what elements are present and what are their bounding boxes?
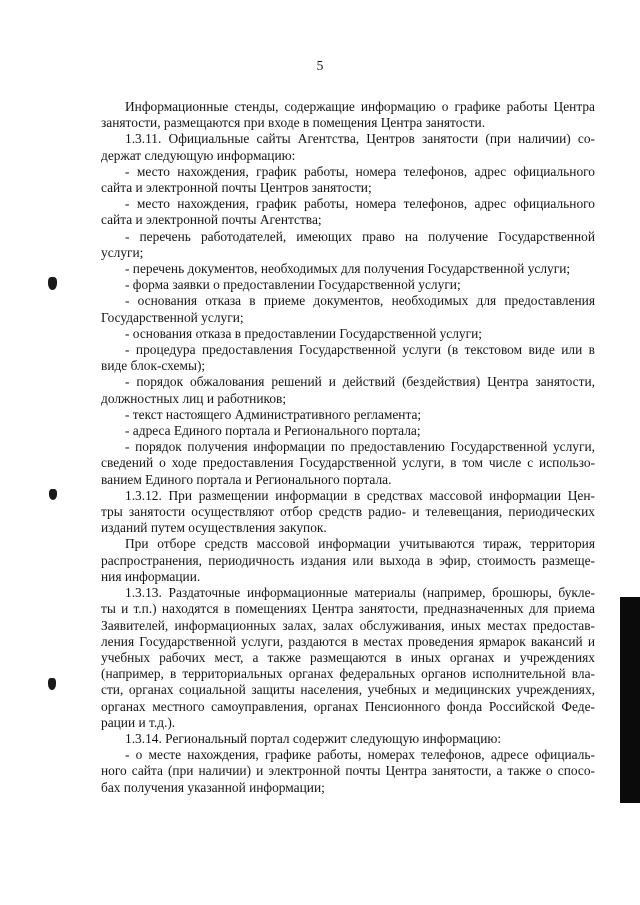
text-line: - текст настоящего Административного регламента; xyxy=(125,406,422,422)
text-line: 1.3.14. Региональный портал содержит следующую информацию: xyxy=(125,730,502,746)
text-line: распространения, периодичность издания или выхода в эфир, стоимость размеще- xyxy=(101,552,595,568)
text-line: занятости, размещаются при входе в помещения Центра занятости. xyxy=(101,115,486,131)
binder-hole-mark xyxy=(48,678,56,690)
text-line: ления Государственной услуги, раздаются в местах проведения ярмарок вакансий и xyxy=(101,633,595,649)
text-line: - основания отказа в предоставлении Государственной услуги; xyxy=(125,325,483,341)
text-line: виде блок-схемы); xyxy=(101,358,206,374)
text-line: 1.3.13. Раздаточные информационные материалы (например, брошюры, букле- xyxy=(125,585,595,601)
text-line: - форма заявки о предоставлении Государственной услуги; xyxy=(125,277,461,293)
page-number: 5 xyxy=(316,58,324,73)
text-line: изданий путем осуществления закупок. xyxy=(101,520,327,536)
text-line: - перечень документов, необходимых для получения Государственной услуги; xyxy=(125,261,571,277)
text-line: Заявителей, информационных залах, залах обслуживания, иных местах предостав- xyxy=(101,617,595,633)
text-line: ного сайта (при наличии) и электронной почты Центра занятости, а также о спосо- xyxy=(101,763,595,779)
text-line: (например, в территориальных органах федеральных органов исполнительной вла- xyxy=(101,666,595,682)
text-line: сти, органах социальной защиты населения, учебных и медицинских учреждениях, xyxy=(101,682,595,698)
text-line: тры занятости осуществляют отбор средств радио- и телевещания, периодических xyxy=(101,504,595,520)
text-line: бах получения указанной информации; xyxy=(101,779,325,795)
text-line: Информационные стенды, содержащие информацию о графике работы Центра xyxy=(125,99,595,114)
text-line: рации и т.д.). xyxy=(101,714,176,730)
binder-hole-mark xyxy=(49,489,57,500)
text-line: - перечень работодателей, имеющих право на получение Государственной xyxy=(125,228,595,244)
text-line: сведений о ходе предоставления Государственной услуги, в том числе с использо- xyxy=(101,455,595,471)
text-line: - основания отказа в приеме документов, необходимых для предоставления xyxy=(125,293,595,309)
text-line: ния информации. xyxy=(101,568,201,584)
text-line: органах местного самоуправления, органах Пенсионного фонда Российской Феде- xyxy=(101,698,595,714)
text-line: держат следующую информацию: xyxy=(101,147,296,163)
text-line: учебных рабочих мест, а также размещаются в иных органах и учреждениях xyxy=(101,649,595,665)
scan-edge-shadow xyxy=(620,597,640,803)
text-line: услуги; xyxy=(101,244,144,260)
text-line: Государственной услуги; xyxy=(101,309,244,325)
text-line: При отборе средств массовой информации учитываются тираж, территория xyxy=(125,536,595,552)
text-line: - место нахождения, график работы, номера телефонов, адрес официального xyxy=(125,163,595,179)
text-line: ванием Единого портала и Регионального портала. xyxy=(101,471,392,487)
text-line: - порядок обжалования решений и действий (бездействия) Центра занятости, xyxy=(125,374,595,390)
text-line: 1.3.12. При размещении информации в средствах массовой информации Цен- xyxy=(125,487,595,503)
text-line: - порядок получения информации по предоставлению Государственной услуги, xyxy=(125,439,595,455)
text-line: должностных лиц и работников; xyxy=(101,390,287,406)
text-line: - процедура предоставления Государственной услуги (в текстовом виде или в xyxy=(125,342,595,358)
text-line: ты и т.п.) находятся в помещениях Центра занятости, предназначенных для приема xyxy=(101,601,595,617)
text-line: - адреса Единого портала и Регионального портала; xyxy=(125,423,421,439)
text-line: - место нахождения, график работы, номера телефонов, адрес официального xyxy=(125,196,595,212)
text-line: сайта и электронной почты Агентства; xyxy=(101,212,322,228)
text-line: сайта и электронной почты Центров занятости; xyxy=(101,180,372,196)
text-line: - о месте нахождения, графике работы, номерах телефонов, адресе официаль- xyxy=(125,747,595,763)
text-line: 1.3.11. Официальные сайты Агентства, Центров занятости (при наличии) со- xyxy=(125,131,595,147)
binder-hole-mark xyxy=(48,277,57,290)
document-body-text xyxy=(101,99,595,796)
